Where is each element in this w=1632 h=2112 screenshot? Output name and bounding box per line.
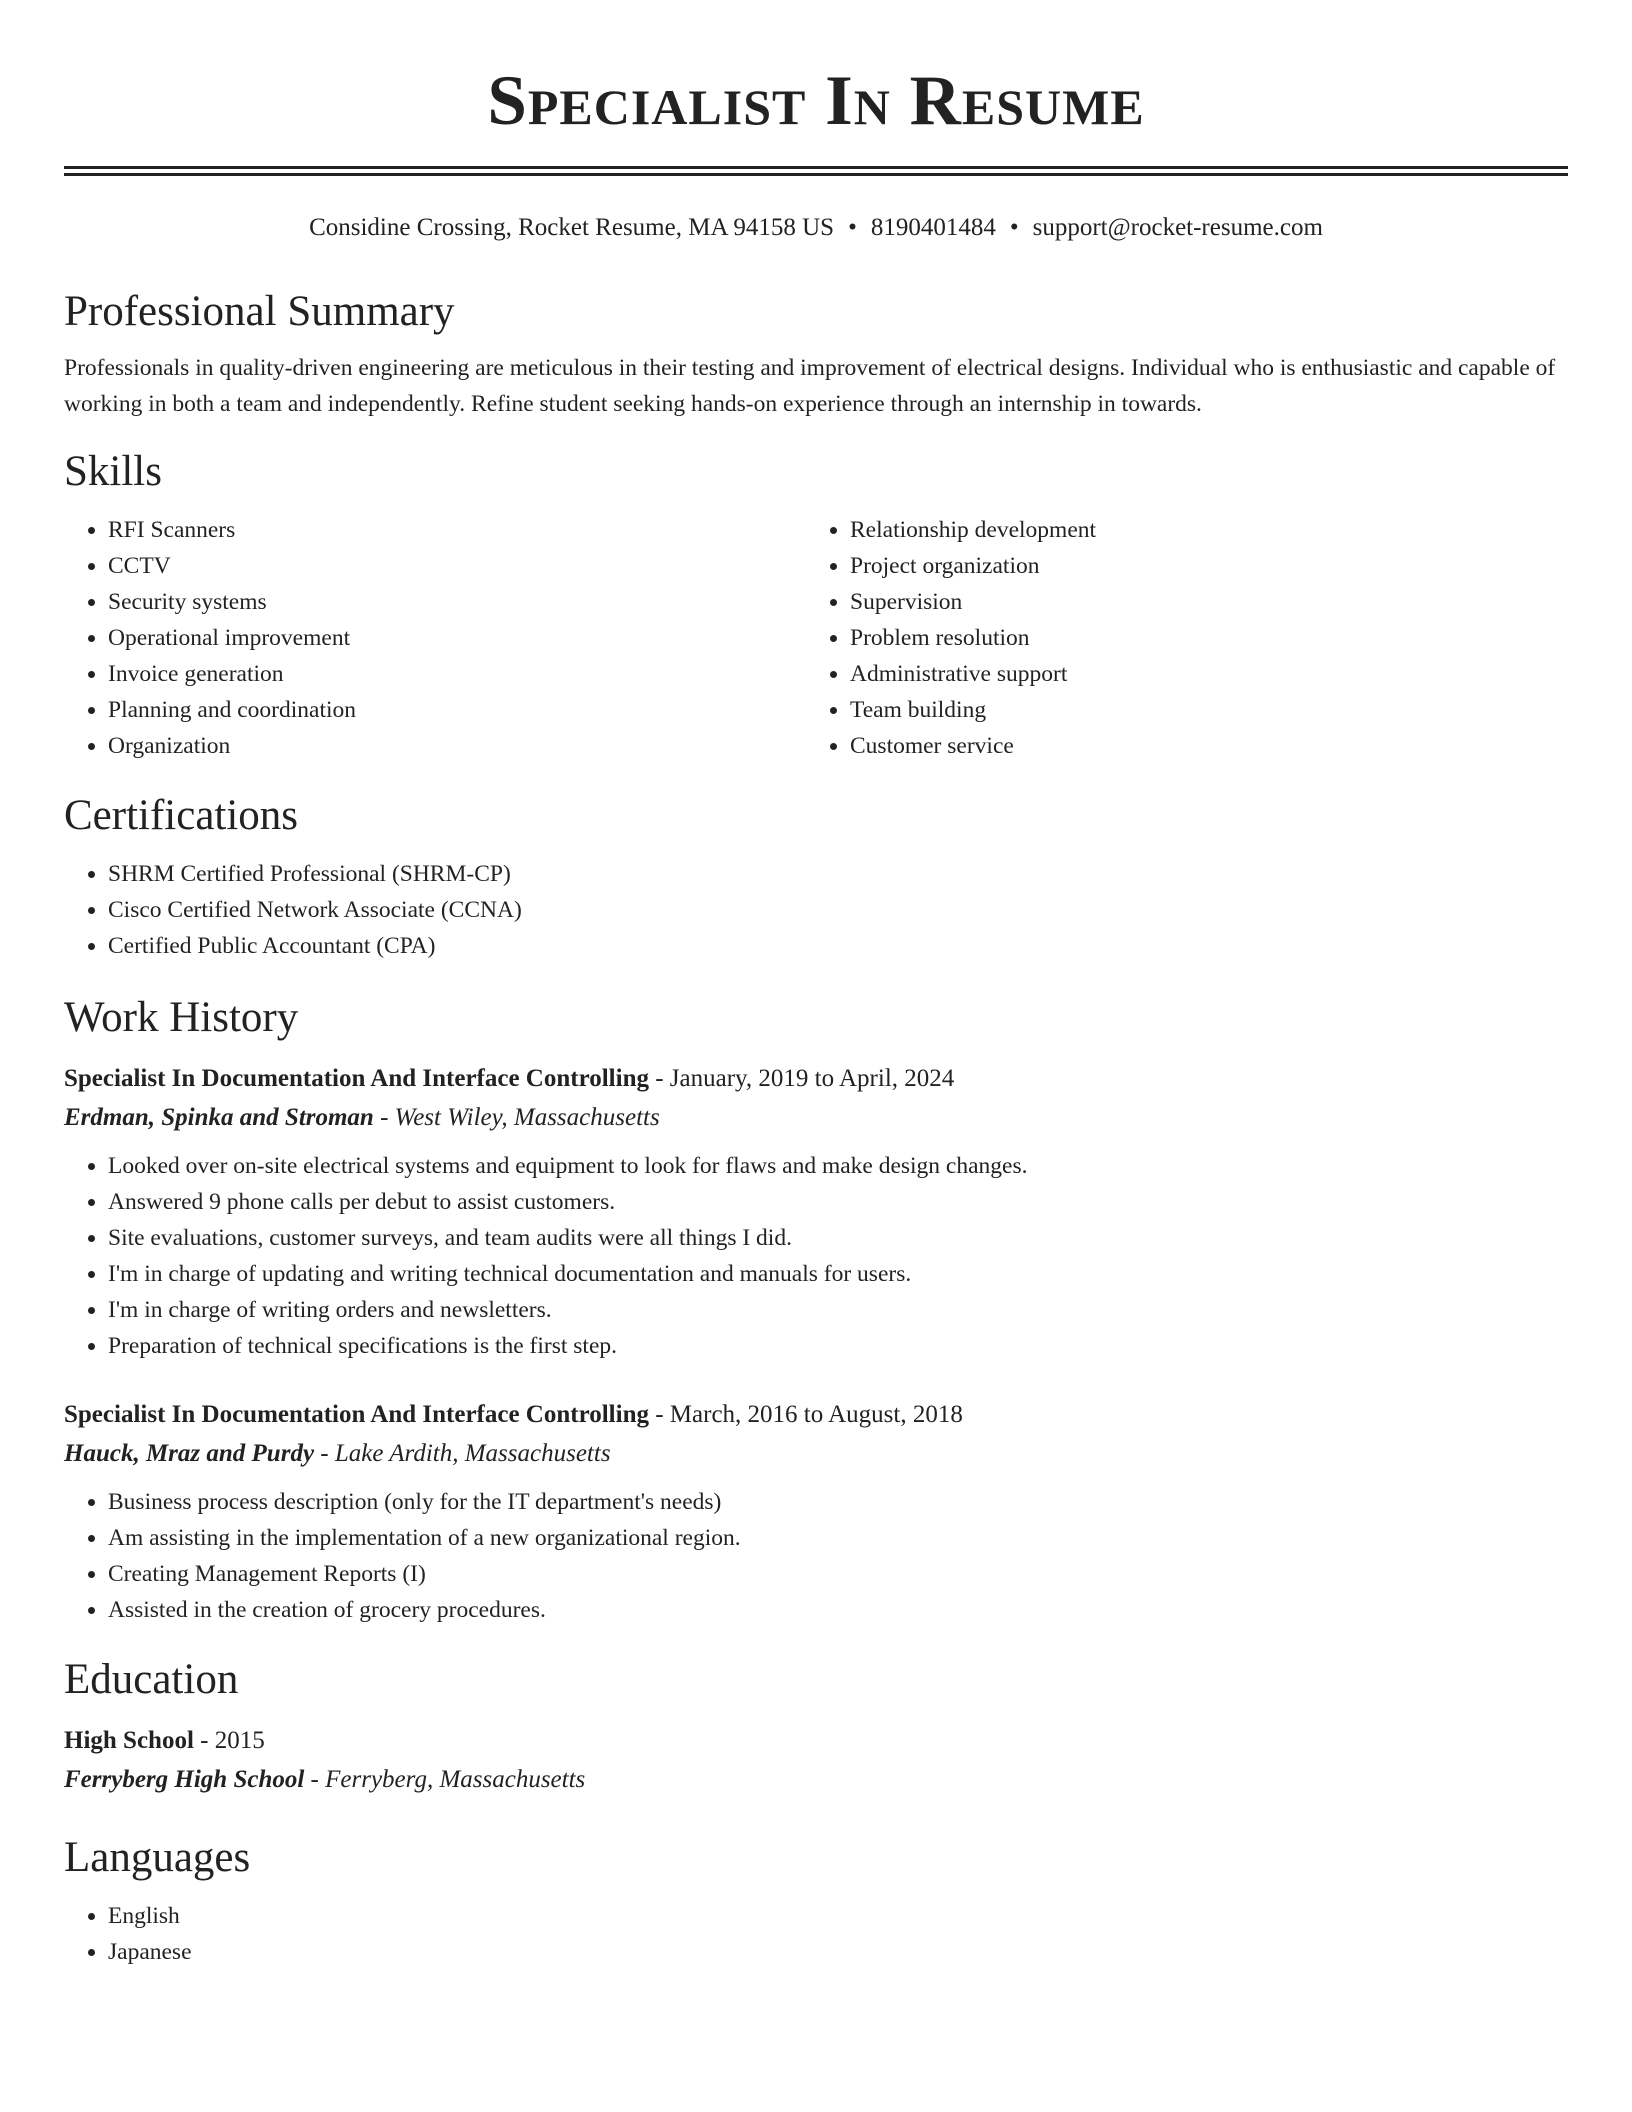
contact-email: support@rocket-resume.com <box>1032 214 1323 241</box>
certifications-heading: Certifications <box>64 792 299 839</box>
language-item: • Japanese <box>108 1934 1568 1970</box>
job-header <box>64 1396 1568 1434</box>
job-duty: • Site evaluations, customer surveys, and team audits were all things I did. <box>108 1220 1568 1256</box>
education-section <box>64 1654 1568 1800</box>
skills-heading: Skills <box>64 448 162 495</box>
job-duty: • Answered 9 phone calls per debut to assist customers. <box>108 1184 1568 1220</box>
work-history-heading: Work History <box>64 994 299 1041</box>
contact-separator: • <box>848 214 857 241</box>
job-duty: • Am assisting in the implementation of a new organizational region. <box>108 1520 1568 1556</box>
job-company: Hauck, Mraz and Purdy <box>64 1440 315 1467</box>
skills-column-left <box>64 512 806 764</box>
job-duty: • Looked over on-site electrical systems and equipment to look for flaws and make design changes. <box>108 1148 1568 1184</box>
skill-item: • Security systems <box>108 584 806 620</box>
job-entry <box>64 1396 1568 1628</box>
job-location: - West Wiley, Massachusetts <box>373 1104 660 1131</box>
skills-section <box>64 446 1568 764</box>
education-heading: Education <box>64 1656 239 1703</box>
languages-section <box>64 1832 1568 1970</box>
skill-item: • RFI Scanners <box>108 512 806 548</box>
skill-item: • Project organization <box>850 548 1548 584</box>
certification-item: • SHRM Certified Professional (SHRM-CP) <box>108 856 1568 892</box>
contact-address: Considine Crossing, Rocket Resume, MA 94158 US <box>309 214 835 241</box>
contact-phone: 8190401484 <box>870 214 996 241</box>
job-duty: • Business process description (only for the IT department's needs) <box>108 1484 1568 1520</box>
summary-section <box>64 286 1568 422</box>
skills-list-left <box>64 512 806 764</box>
contact-line <box>64 212 1568 244</box>
job-duties-list <box>64 1484 1568 1628</box>
education-location: - Ferryberg, Massachusetts <box>304 1766 586 1793</box>
job-header <box>64 1060 1568 1098</box>
skill-item: • Invoice generation <box>108 656 806 692</box>
certification-item: • Certified Public Accountant (CPA) <box>108 928 1568 964</box>
education-school-line <box>64 1760 1568 1800</box>
work-history-section <box>64 992 1568 1628</box>
education-entry <box>64 1722 1568 1800</box>
skill-item: • CCTV <box>108 548 806 584</box>
job-location: - Lake Ardith, Massachusetts <box>314 1440 611 1467</box>
summary-text: Professionals in quality-driven engineering are meticulous in their testing and improvement of electrical designs. Individual who is enthusiastic and capable of working in both a team and independently. Refine student seeking hands-on experience through an internship in towards. <box>64 355 1556 417</box>
job-duties-list <box>64 1148 1568 1364</box>
skill-item: • Operational improvement <box>108 620 806 656</box>
skills-column-right <box>806 512 1548 764</box>
skill-item: • Problem resolution <box>850 620 1548 656</box>
skill-item: • Planning and coordination <box>108 692 806 728</box>
job-employer <box>64 1434 1568 1474</box>
job-dates: - January, 2019 to April, 2024 <box>648 1065 955 1092</box>
job-duty: • Creating Management Reports (I) <box>108 1556 1568 1592</box>
certifications-list <box>64 856 1568 964</box>
contact-separator: • <box>1009 214 1019 241</box>
summary-heading: Professional Summary <box>64 288 455 335</box>
job-dates: - March, 2016 to August, 2018 <box>648 1401 963 1428</box>
education-year: - 2015 <box>193 1727 265 1754</box>
job-duty: • I'm in charge of updating and writing technical documentation and manuals for users. <box>108 1256 1568 1292</box>
job-title: Specialist In Documentation And Interface Controlling <box>64 1065 649 1092</box>
skill-item: • Administrative support <box>850 656 1548 692</box>
job-employer <box>64 1098 1568 1138</box>
skill-item: • Customer service <box>850 728 1548 764</box>
certification-item: • Cisco Certified Network Associate (CCNA) <box>108 892 1568 928</box>
skills-grid <box>64 512 1568 764</box>
skill-item: • Supervision <box>850 584 1548 620</box>
languages-list <box>64 1898 1568 1970</box>
languages-heading: Languages <box>64 1834 251 1881</box>
skill-item: • Organization <box>108 728 806 764</box>
job-entry <box>64 1060 1568 1364</box>
education-degree: High School <box>64 1727 194 1754</box>
job-duty: • Assisted in the creation of grocery procedures. <box>108 1592 1568 1628</box>
resume-title: Specialist In Resume <box>487 62 1145 140</box>
job-company: Erdman, Spinka and Stroman <box>64 1104 374 1131</box>
language-item: • English <box>108 1898 1568 1934</box>
education-header <box>64 1722 1568 1760</box>
job-duty: • Preparation of technical specifications is the first step. <box>108 1328 1568 1364</box>
certifications-section <box>64 790 1568 964</box>
skill-item: • Relationship development <box>850 512 1548 548</box>
skill-item: • Team building <box>850 692 1548 728</box>
education-school: Ferryberg High School <box>64 1766 305 1793</box>
job-duty: • I'm in charge of writing orders and newsletters. <box>108 1292 1568 1328</box>
skills-list-right <box>806 512 1548 764</box>
title-divider <box>64 166 1568 176</box>
job-title: Specialist In Documentation And Interface Controlling <box>64 1401 649 1428</box>
